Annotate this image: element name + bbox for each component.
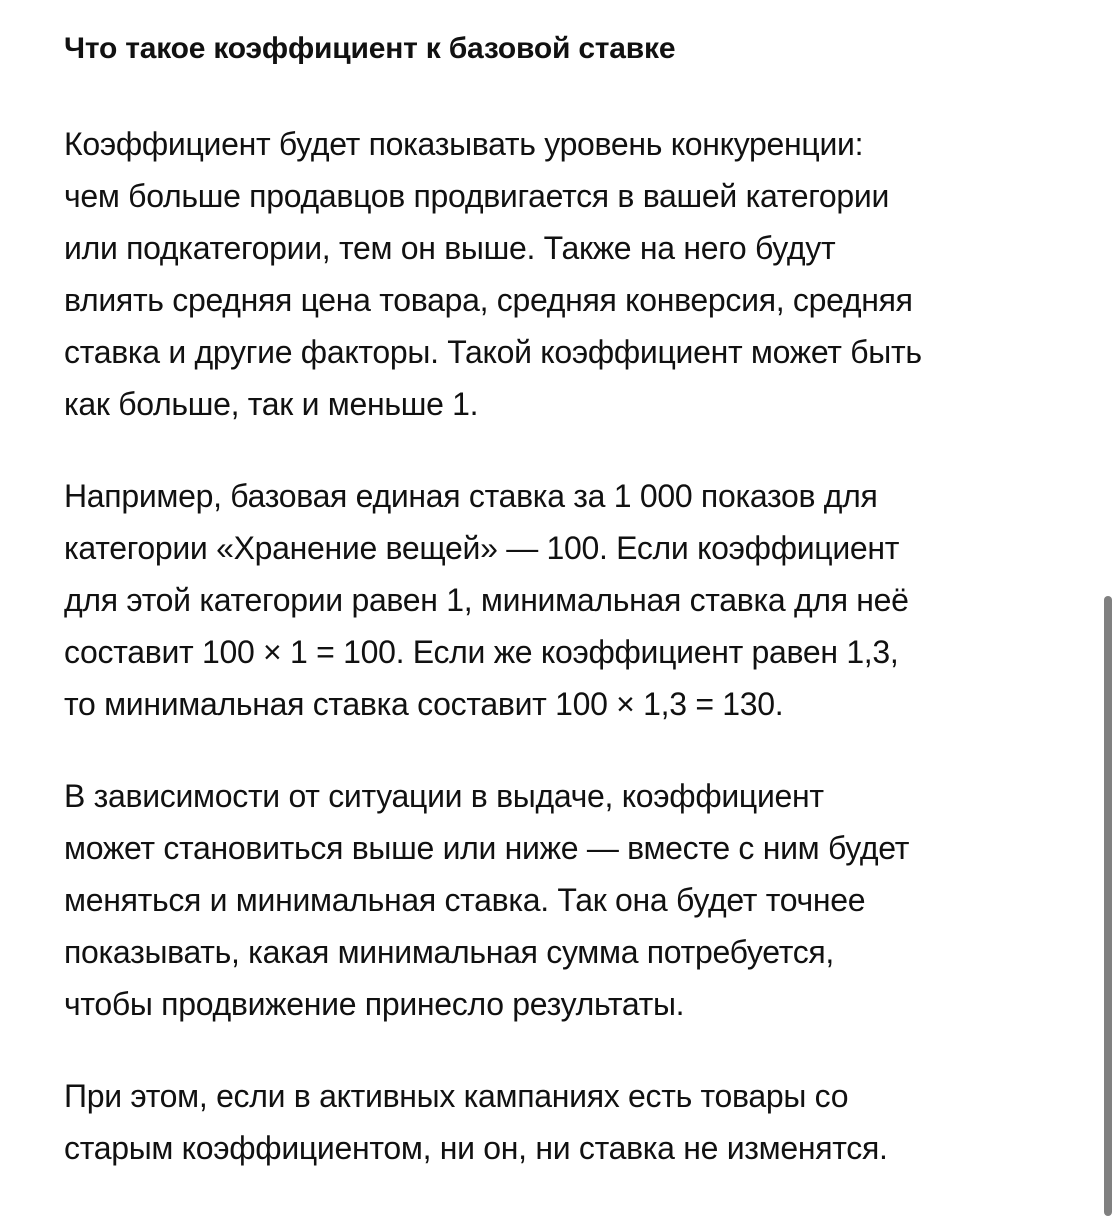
paragraph	[64, 1070, 1084, 1174]
text-line: чтобы продвижение принесло результаты.	[64, 986, 685, 1022]
text-line: старым коэффициентом, ни он, ни ставка не изменятся.	[64, 1130, 888, 1166]
text-line: В зависимости от ситуации в выдаче, коэффициент	[64, 778, 824, 814]
text-line: влиять средняя цена товара, средняя конверсия, средняя	[64, 282, 913, 318]
text-line: ставка и другие факторы. Такой коэффициент может быть	[64, 334, 922, 370]
text-line: составит 100 × 1 = 100. Если же коэффициент равен 1,3,	[64, 634, 899, 670]
text-line: категории «Хранение вещей» — 100. Если коэффициент	[64, 530, 900, 566]
text-line: Коэффициент будет показывать уровень конкуренции:	[64, 126, 864, 162]
text-line: для этой категории равен 1, минимальная ставка для неё	[64, 582, 909, 618]
text-line: то минимальная ставка составит 100 × 1,3 = 130.	[64, 686, 784, 722]
text-line: показывать, какая минимальная сумма потребуется,	[64, 934, 835, 970]
paragraph	[64, 118, 1084, 430]
text-line: Например, базовая единая ставка за 1 000 показов для	[64, 478, 878, 514]
vertical-scrollbar[interactable]	[1104, 596, 1112, 1216]
paragraph	[64, 770, 1084, 1030]
article-body	[64, 118, 1084, 1174]
paragraph	[64, 470, 1084, 730]
text-line: или подкатегории, тем он выше. Также на него будут	[64, 230, 836, 266]
text-line: как больше, так и меньше 1.	[64, 386, 479, 422]
text-line: меняться и минимальная ставка. Так она будет точнее	[64, 882, 866, 918]
text-line: чем больше продавцов продвигается в вашей категории	[64, 178, 890, 214]
section-heading: Что такое коэффициент к базовой ставке	[64, 32, 676, 65]
article	[64, 24, 1084, 1214]
text-line: может становиться выше или ниже — вместе с ним будет	[64, 830, 910, 866]
text-line: При этом, если в активных кампаниях есть товары со	[64, 1078, 849, 1114]
